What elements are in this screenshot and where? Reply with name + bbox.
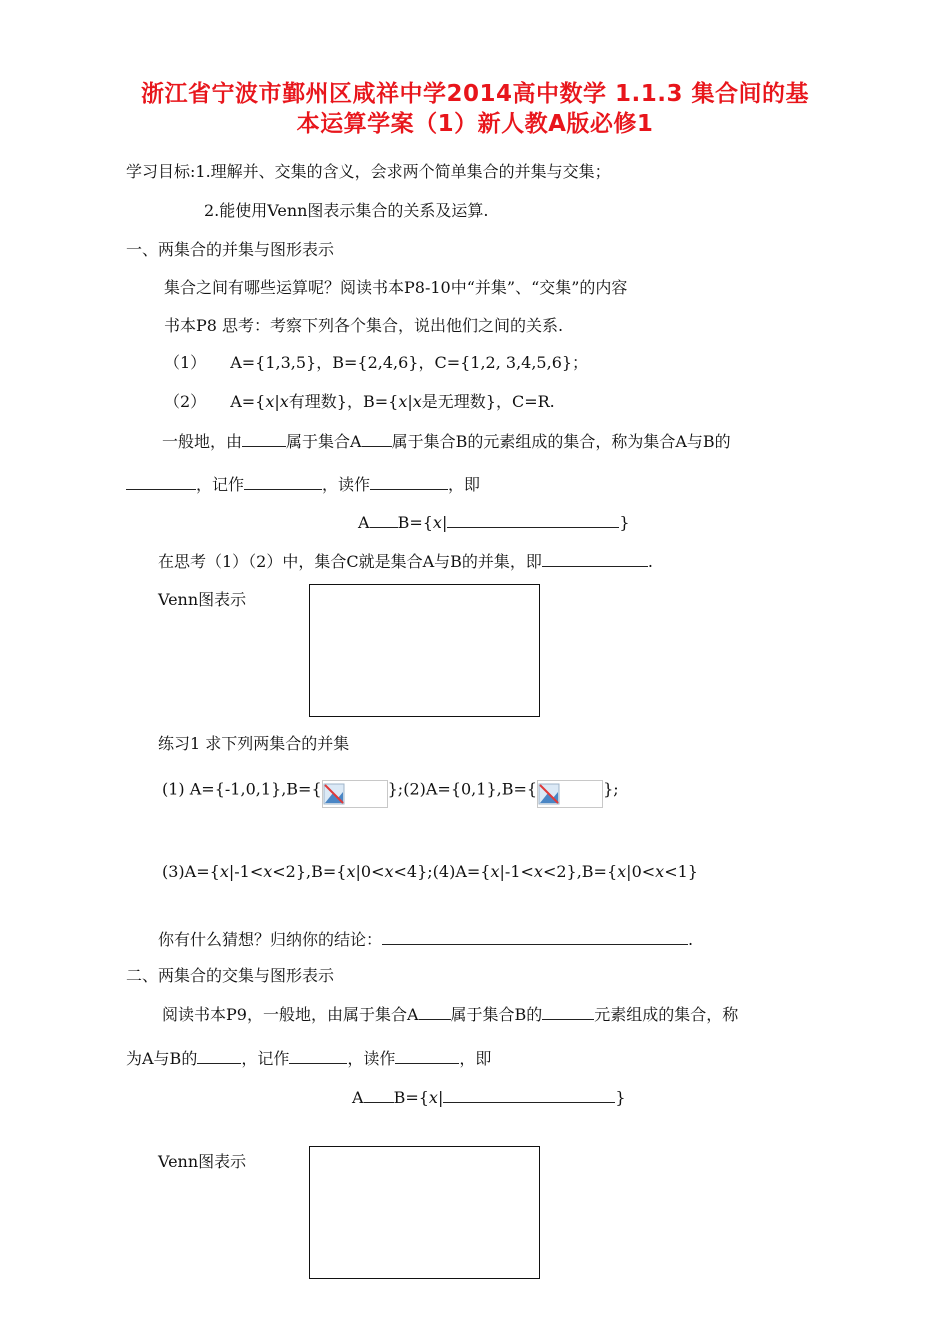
formula-text: A xyxy=(352,1088,364,1107)
definition-text: 元素组成的集合，称 xyxy=(594,1005,739,1024)
objective-item1: 1.理解并、交集的含义，会求两个简单集合的并集与交集； xyxy=(195,162,611,181)
var-x: x xyxy=(265,392,275,411)
guess-line xyxy=(158,929,693,950)
var-x: x xyxy=(263,862,273,881)
guess-text: . xyxy=(688,930,694,949)
union-definition-line1 xyxy=(162,431,731,452)
definition-text: 一般地，由 xyxy=(162,432,243,451)
practice-text: }; xyxy=(603,779,619,799)
fill-blank[interactable] xyxy=(419,1004,451,1020)
fill-blank[interactable] xyxy=(364,1087,394,1103)
formula-text: } xyxy=(619,513,630,532)
formula-text: B={ xyxy=(397,513,433,532)
fill-blank[interactable] xyxy=(447,512,619,528)
definition-text: ，即 xyxy=(459,1049,492,1068)
guess-text: 你有什么猜想？归纳你的结论： xyxy=(158,930,383,949)
objective-item2: 2.能使用Venn图表示集合的关系及运算. xyxy=(204,201,489,220)
practice1-row1 xyxy=(162,772,619,808)
var-x: x xyxy=(398,392,408,411)
formula-text: A xyxy=(358,513,370,532)
var-x: x xyxy=(432,513,442,532)
definition-text: 属于集合B的元素组成的集合，称为集合A与B的 xyxy=(391,432,731,451)
practice-text: };(2)A={0,1},B={ xyxy=(387,779,538,799)
definition-text: 阅读书本P9，一般地，由属于集合A xyxy=(162,1005,419,1024)
consider-text: 在思考（1）（2）中，集合C就是集合A与B的并集，即 xyxy=(158,552,542,571)
fill-blank[interactable] xyxy=(382,929,688,945)
broken-image-icon xyxy=(537,780,603,808)
union-formula xyxy=(358,512,630,533)
section1-intro: 集合之间有哪些运算呢？阅读书本P8-10中“并集”、“交集”的内容 xyxy=(164,278,628,297)
intersection-formula xyxy=(352,1087,626,1108)
example1-text: A={1,3,5}，B={2,4,6}，C={1,2, 3,4,5,6}； xyxy=(230,353,589,372)
var-x: x xyxy=(279,392,289,411)
objectives-line1 xyxy=(126,162,611,182)
example2 xyxy=(164,392,555,412)
example1-number: （1） xyxy=(164,353,207,372)
section1-think: 书本P8 思考：考察下列各个集合，说出他们之间的关系. xyxy=(164,316,564,335)
definition-text: ，读作 xyxy=(347,1049,396,1068)
fill-blank[interactable] xyxy=(126,474,196,490)
venn-diagram-box-intersection[interactable] xyxy=(309,1146,540,1279)
var-x: x xyxy=(617,862,627,881)
practice-text: |-1< xyxy=(499,862,534,881)
var-x: x xyxy=(384,862,394,881)
fill-blank[interactable] xyxy=(370,512,398,528)
example2-text: 有理数}，B={ xyxy=(288,392,399,411)
practice-text: |-1< xyxy=(228,862,264,881)
practice-text: |0< xyxy=(355,862,385,881)
fill-blank[interactable] xyxy=(370,474,448,490)
var-x: x xyxy=(655,862,665,881)
set-bar: | xyxy=(274,392,280,411)
practice1-label: 练习1 求下列两集合的并集 xyxy=(158,734,350,753)
definition-text: ，即 xyxy=(448,475,481,494)
example2-text: 是无理数}，C=R. xyxy=(421,392,555,411)
var-x: x xyxy=(219,862,229,881)
fill-blank[interactable] xyxy=(197,1048,241,1064)
definition-text: ，记作 xyxy=(241,1049,290,1068)
consider-line xyxy=(158,551,653,572)
venn-label-intersection: Venn图表示 xyxy=(158,1152,247,1171)
example2-number: （2） xyxy=(164,392,207,411)
definition-text: ，读作 xyxy=(322,475,371,494)
intersection-definition-line2 xyxy=(126,1048,491,1069)
practice-text: (3)A={ xyxy=(162,862,220,881)
document-title-line2: 本运算学案（1）新人教A版必修1 xyxy=(296,111,654,137)
section1-heading: 一、两集合的并集与图形表示 xyxy=(126,240,335,259)
venn-label-union: Venn图表示 xyxy=(158,590,247,609)
example1 xyxy=(164,353,588,373)
consider-text: . xyxy=(647,552,654,571)
definition-text: 为A与B的 xyxy=(126,1049,198,1068)
document-title-line1: 浙江省宁波市鄞州区咸祥中学2014高中数学 1.1.3 集合间的基 xyxy=(140,81,809,107)
fill-blank[interactable] xyxy=(242,431,286,447)
objectives-label: 学习目标: xyxy=(126,162,196,181)
definition-text: 属于集合B的 xyxy=(450,1005,543,1024)
var-x: x xyxy=(428,1088,438,1107)
practice1-row2 xyxy=(162,862,698,882)
practice-text: |0< xyxy=(626,862,656,881)
intersection-definition-line1 xyxy=(162,1004,738,1025)
section2-heading: 二、两集合的交集与图形表示 xyxy=(126,966,335,985)
practice-text: <2},B={ xyxy=(272,862,347,881)
fill-blank[interactable] xyxy=(542,1004,594,1020)
practice-text: <1} xyxy=(664,862,698,881)
formula-text: } xyxy=(615,1088,626,1107)
fill-blank[interactable] xyxy=(542,551,648,567)
set-bar: | xyxy=(407,392,413,411)
fill-blank[interactable] xyxy=(362,431,392,447)
union-definition-line2 xyxy=(126,474,480,495)
fill-blank[interactable] xyxy=(395,1048,459,1064)
var-x: x xyxy=(346,862,356,881)
var-x: x xyxy=(533,862,543,881)
fill-blank[interactable] xyxy=(244,474,322,490)
fill-blank[interactable] xyxy=(289,1048,347,1064)
broken-image-icon xyxy=(322,780,388,808)
var-x: x xyxy=(412,392,422,411)
set-bar: | xyxy=(441,513,448,532)
practice-text: <2},B={ xyxy=(542,862,618,881)
var-x: x xyxy=(490,862,500,881)
venn-diagram-box-union[interactable] xyxy=(309,584,540,717)
formula-text: B={ xyxy=(393,1088,429,1107)
definition-text: 属于集合A xyxy=(286,432,362,451)
definition-text: ，记作 xyxy=(196,475,245,494)
fill-blank[interactable] xyxy=(443,1087,615,1103)
example2-text: A={ xyxy=(230,392,266,411)
set-bar: | xyxy=(437,1088,444,1107)
practice-text: (1) A={-1,0,1},B={ xyxy=(162,779,322,799)
practice-text: <4};(4)A={ xyxy=(393,862,491,881)
